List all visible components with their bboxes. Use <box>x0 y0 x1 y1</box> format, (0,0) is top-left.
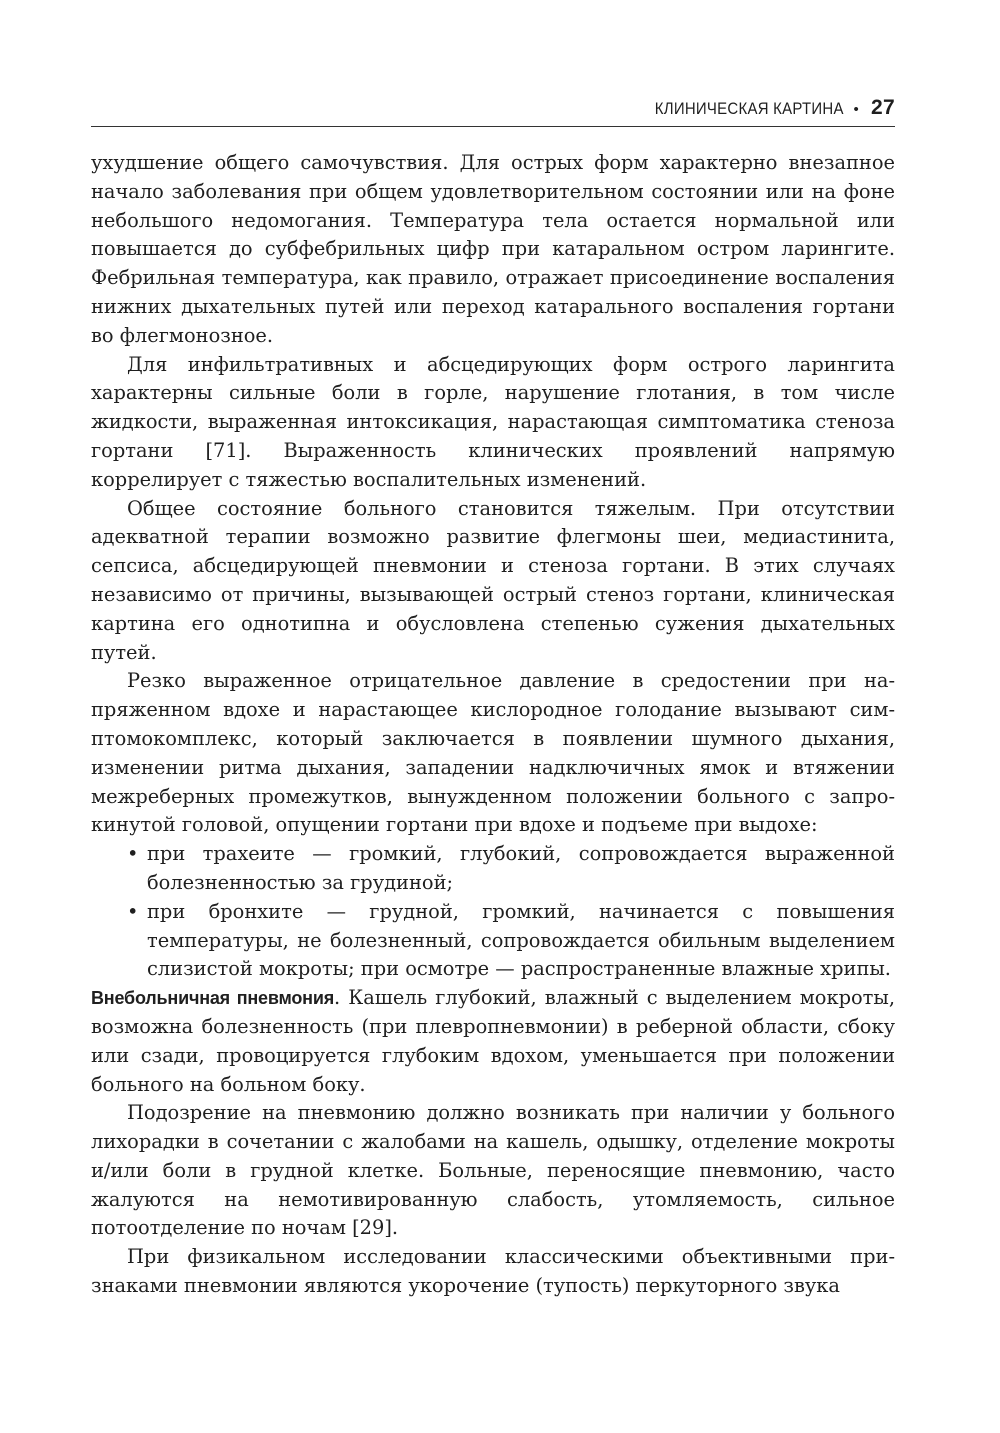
paragraph-physical-exam: При физикальном исследовании классическими объективными признаками пневмонии являются укорочение (тупость) перкуторного звука <box>91 1245 895 1298</box>
pneumonia-text: . Кашель глубокий, влажный с выделением мокроты, возможна болезненность (при плевропневмонии) в реберной области, сбоку или сзади, провоцируется глубоким вдохом, уменьшается при положении больного на больном боку. <box>91 986 895 1096</box>
section-title: КЛИНИЧЕСКАЯ КАРТИНА <box>654 99 844 118</box>
list-item-bronchitis: • при бронхите — грудной, громкий, начинается с повышения температуры, не болезненный, сопровождается обильным выделением слизистой мокроты; при осмотре — распространенные влажные хрипы. <box>91 898 895 984</box>
cough-list <box>91 840 895 984</box>
paragraph-infiltrative-forms: Для инфильтративных и абсцедирующих форм острого ларингита характерны сильные боли в горле, нарушение глотания, в том числе жидкости, выраженная интоксикация, нарастающая симптоматика стеноза гортани [71]. Выраженность клинических проявлений напрямую коррелирует с тяжестью воспалительных изменений. <box>91 352 895 491</box>
header-separator: • <box>853 101 860 118</box>
paragraph-symptom-complex: Резко выраженное отрицательное давление в средостении при напряженном вдохе и нарастающее кислородное голодание вызывают симптомокомплекс, который заключается в появлении шумного дыхания, изменении ритма дыхания, западении надключичных ямок и втяжении межреберных промежутков, вынужденном положении больного с запрокинутой головой, опущении гортани при вдохе и подъеме при выдохе: <box>91 669 895 837</box>
paragraph-general-condition: Общее состояние больного становится тяжелым. При отсутствии адекватной терапии возможно развитие флегмоны шеи, медиастинита, сепсиса, абсцедирующей пневмонии и стеноза гортани. В этих случаях независимо от причины, вызывающей острый стеноз гортани, клиническая картина его однотипна и обусловлена степенью сужения дыхательных путей. <box>91 496 895 664</box>
paragraph-continuation: ухудшение общего самочувствия. Для острых форм характерно внезапное начало заболевания при общем удовлетворительном состоянии или на фоне небольшого недомогания. Температура тела остается нормальной или повышается до субфебрильных цифр при катаральном остром ларингите. Фебрильная температура, как правило, отражает присоединение воспаления нижних дыхательных путей или переход катарального воспаления гортани во флегмонозное. <box>91 151 895 347</box>
paragraph-pneumonia-suspicion: Подозрение на пневмонию должно возникать при наличии у больного лихорадки в сочетании с жалобами на кашель, одышку, отделение мокроты и/или боли в грудной клетке. Больные, переносящие пневмонию, часто жалуются на немотивированную слабость, утомляемость, сильное потоотделение по ночам [29]. <box>91 1101 895 1240</box>
running-header <box>91 96 895 127</box>
body-text <box>91 149 895 1301</box>
paragraph-pneumonia <box>91 984 895 1099</box>
page-number: 27 <box>871 96 895 119</box>
pneumonia-heading: Внебольничная пневмония <box>91 988 334 1009</box>
list-item-tracheitis: • при трахеите — громкий, глубокий, сопровождается выраженной болезненностью за грудиной; <box>91 840 895 898</box>
book-page <box>91 96 895 1301</box>
